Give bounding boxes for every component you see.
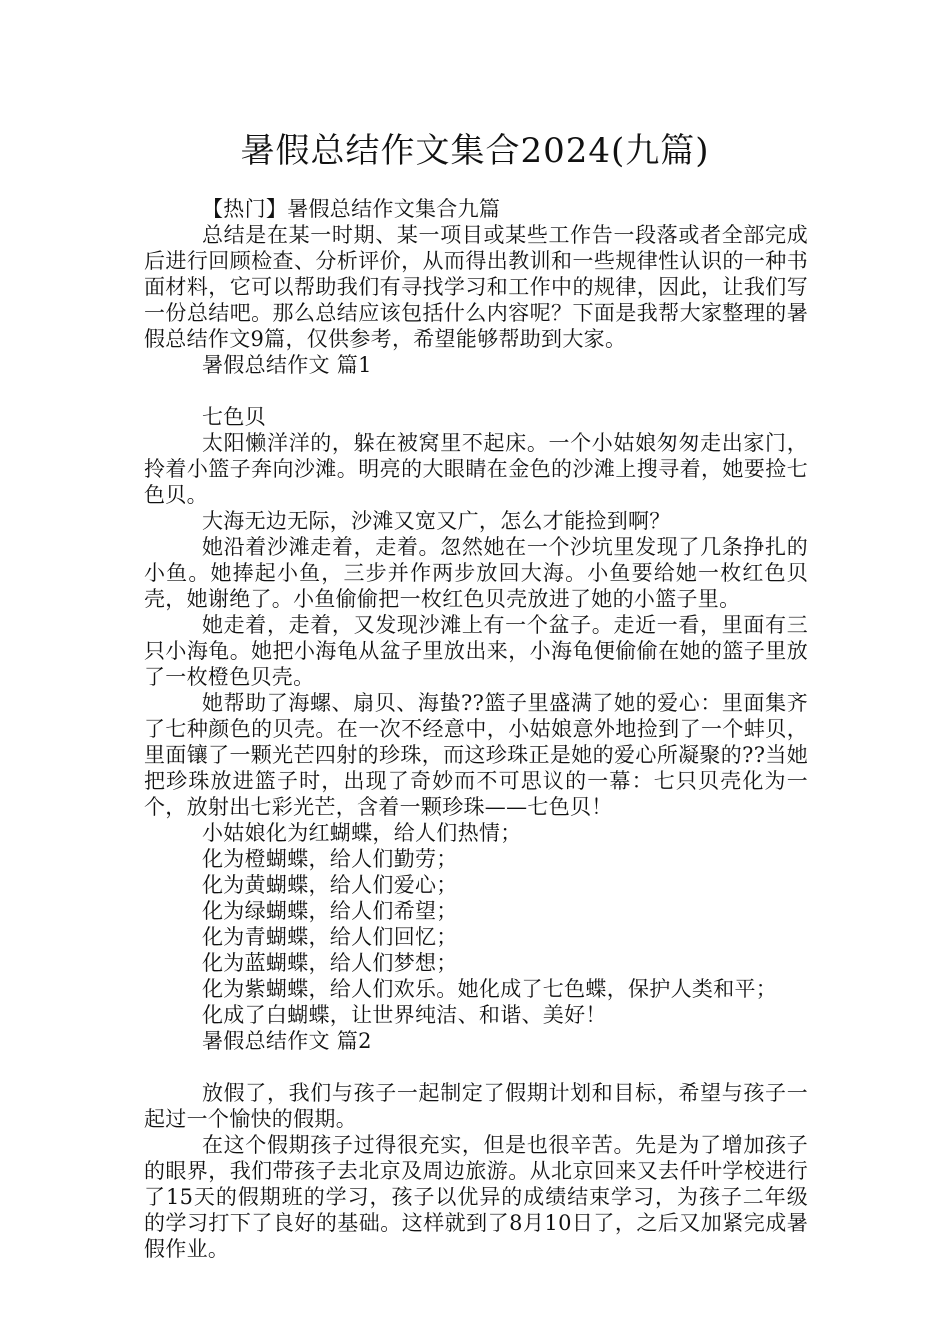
paragraph: 【热门】暑假总结作文集合九篇	[202, 197, 501, 221]
section-heading: 暑假总结作文 篇2	[202, 1029, 372, 1053]
document-title: 暑假总结作文集合2024(九篇)	[240, 131, 710, 171]
paragraph: 总结是在某一时期、某一项目或某些工作告一段落或者全部完成后进行回顾检查、分析评价，从而得出教训和一些规律性认识的一种书面材料，它可以帮助我们有寻找学习和工作中的规律，因此，让我们写一份总结吧。那么总结应该包括什么内容呢？下面是我帮大家整理的暑假总结作文9篇，仅供参考，希望能够帮助到大家。	[144, 223, 808, 351]
paragraph: 大海无边无际，沙滩又宽又广，怎么才能捡到啊？	[202, 509, 671, 533]
paragraph: 她沿着沙滩走着，走着。忽然她在一个沙坑里发现了几条挣扎的小鱼。她捧起小鱼，三步并作两步放回大海。小鱼要给她一枚红色贝壳，她谢绝了。小鱼偷偷把一枚红色贝壳放进了她的小篮子里。	[144, 535, 808, 611]
paragraph: 她帮助了海螺、扇贝、海蛰??篮子里盛满了她的爱心：里面集齐了七种颜色的贝壳。在一次不经意中，小姑娘意外地捡到了一个蚌贝，里面镶了一颗光芒四射的珍珠，而这珍珠正是她的爱心所凝聚的??当她把珍珠放进篮子时，出现了奇妙而不可思议的一幕：七只贝壳化为一个，放射出七彩光芒，含着一颗珍珠——七色贝！	[144, 691, 808, 819]
story-title: 七色贝	[202, 405, 266, 429]
document-body	[144, 196, 808, 1262]
blank-line	[144, 1054, 808, 1080]
section-heading: 暑假总结作文 篇1	[202, 353, 372, 377]
blank-line	[144, 378, 808, 404]
paragraph: 化成了白蝴蝶，让世界纯洁、和谐、美好！	[202, 1003, 607, 1027]
paragraph: 化为紫蝴蝶，给人们欢乐。她化成了七色蝶，保护人类和平；	[202, 977, 778, 1001]
paragraph: 化为蓝蝴蝶，给人们梦想；	[202, 951, 458, 975]
paragraph: 在这个假期孩子过得很充实，但是也很辛苦。先是为了增加孩子的眼界，我们带孩子去北京及周边旅游。从北京回来又去仟叶学校进行了15天的假期班的学习，孩子以优异的成绩结束学习，为孩子二年级的学习打下了良好的基础。这样就到了8月10日了，之后又加紧完成暑假作业。	[144, 1133, 808, 1261]
paragraph: 放假了，我们与孩子一起制定了假期计划和目标，希望与孩子一起过一个愉快的假期。	[144, 1081, 808, 1131]
paragraph: 太阳懒洋洋的，躲在被窝里不起床。一个小姑娘匆匆走出家门，拎着小篮子奔向沙滩。明亮的大眼睛在金色的沙滩上搜寻着，她要捡七色贝。	[144, 431, 808, 507]
paragraph: 化为橙蝴蝶，给人们勤劳；	[202, 847, 458, 871]
paragraph: 她走着，走着，又发现沙滩上有一个盆子。走近一看，里面有三只小海龟。她把小海龟从盆子里放出来，小海龟便偷偷在她的篮子里放了一枚橙色贝壳。	[144, 613, 808, 689]
paragraph: 小姑娘化为红蝴蝶，给人们热情；	[202, 821, 522, 845]
paragraph: 化为绿蝴蝶，给人们希望；	[202, 899, 458, 923]
paragraph: 化为青蝴蝶，给人们回忆；	[202, 925, 458, 949]
paragraph: 化为黄蝴蝶，给人们爱心；	[202, 873, 458, 897]
